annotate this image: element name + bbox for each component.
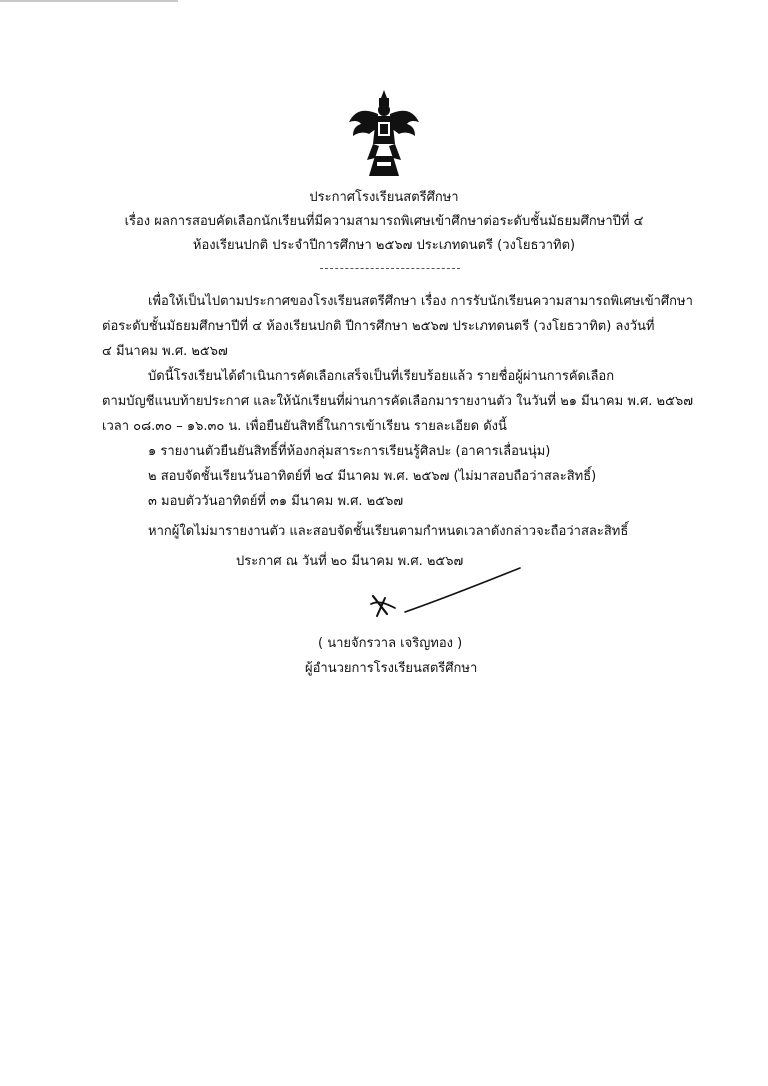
paragraph-1-line-3: ๔ มีนาคม พ.ศ. ๒๕๖๗ bbox=[102, 344, 228, 359]
paragraph-2-line-3: เวลา ๐๘.๓๐ – ๑๖.๓๐ น. เพื่อยืนยันสิทธิ์ในการเข้าเรียน รายละเอียด ดังนี้ bbox=[102, 419, 507, 434]
paragraph-2-line-1: บัดนี้โรงเรียนได้ดำเนินการคัดเลือกเสร็จเป็นที่เรียบร้อยแล้ว รายชื่อผู้ผ่านการคัดเลือก bbox=[148, 369, 615, 384]
handwritten-signature bbox=[365, 560, 535, 630]
subject-line-2: ห้องเรียนปกติ ประจำปีการศึกษา ๒๕๖๗ ประเภทดนตรี (วงโยธวาทิต) bbox=[192, 238, 576, 253]
paragraph-1-line-2: ต่อระดับชั้นมัธยมศึกษาปีที่ ๔ ห้องเรียนปกติ ปีการศึกษา ๒๕๖๗ ประเภทดนตรี (วงโยธวาทิต) ลงวันที่ bbox=[102, 319, 655, 334]
paragraph-2-line-2: ตามบัญชีแนบท้ายประกาศ และให้นักเรียนที่ผ่านการคัดเลือกมารายงานตัว ในวันที่ ๒๑ มีนาคม พ.ศ. ๒๕๖๗ bbox=[102, 394, 693, 409]
announcement-title: ประกาศโรงเรียนสตรีศึกษา bbox=[309, 190, 459, 205]
subject-line-1: เรื่อง ผลการสอบคัดเลือกนักเรียนที่มีความสามารถพิเศษเข้าศึกษาต่อระดับชั้นมัธยมศึกษาปีที่ ๔ bbox=[124, 214, 644, 229]
announcement-date: ประกาศ ณ วันที่ ๒๐ มีนาคม พ.ศ. ๒๕๖๗ bbox=[236, 554, 464, 569]
note-text: หากผู้ใดไม่มารายงานตัว และสอบจัดชั้นเรียนตามกำหนดเวลาดังกล่าวจะถือว่าสละสิทธิ์ bbox=[148, 524, 629, 539]
list-item-2: ๒ สอบจัดชั้นเรียนวันอาทิตย์ที่ ๒๔ มีนาคม พ.ศ. ๒๕๖๗ (ไม่มาสอบถือว่าสละสิทธิ์) bbox=[148, 469, 597, 484]
list-item-3: ๓ มอบตัววันอาทิตย์ที่ ๓๑ มีนาคม พ.ศ. ๒๕๖๗ bbox=[148, 494, 404, 509]
title-divider bbox=[320, 268, 460, 269]
garuda-emblem-icon bbox=[345, 88, 423, 180]
signer-name: ( นายจักรวาล เจริญทอง ) bbox=[318, 636, 463, 651]
paragraph-1-line-1: เพื่อให้เป็นไปตามประกาศของโรงเรียนสตรีศึกษา เรื่อง การรับนักเรียนความสามารถพิเศษเข้าศึกษา bbox=[148, 294, 693, 309]
top-border-line bbox=[0, 0, 178, 2]
list-item-1: ๑ รายงานตัวยืนยันสิทธิ์ที่ห้องกลุ่มสาระการเรียนรู้ศิลปะ (อาคารเลื่อนนุ่ม) bbox=[148, 444, 551, 459]
signer-title: ผู้อำนวยการโรงเรียนสตรีศึกษา bbox=[305, 661, 478, 676]
